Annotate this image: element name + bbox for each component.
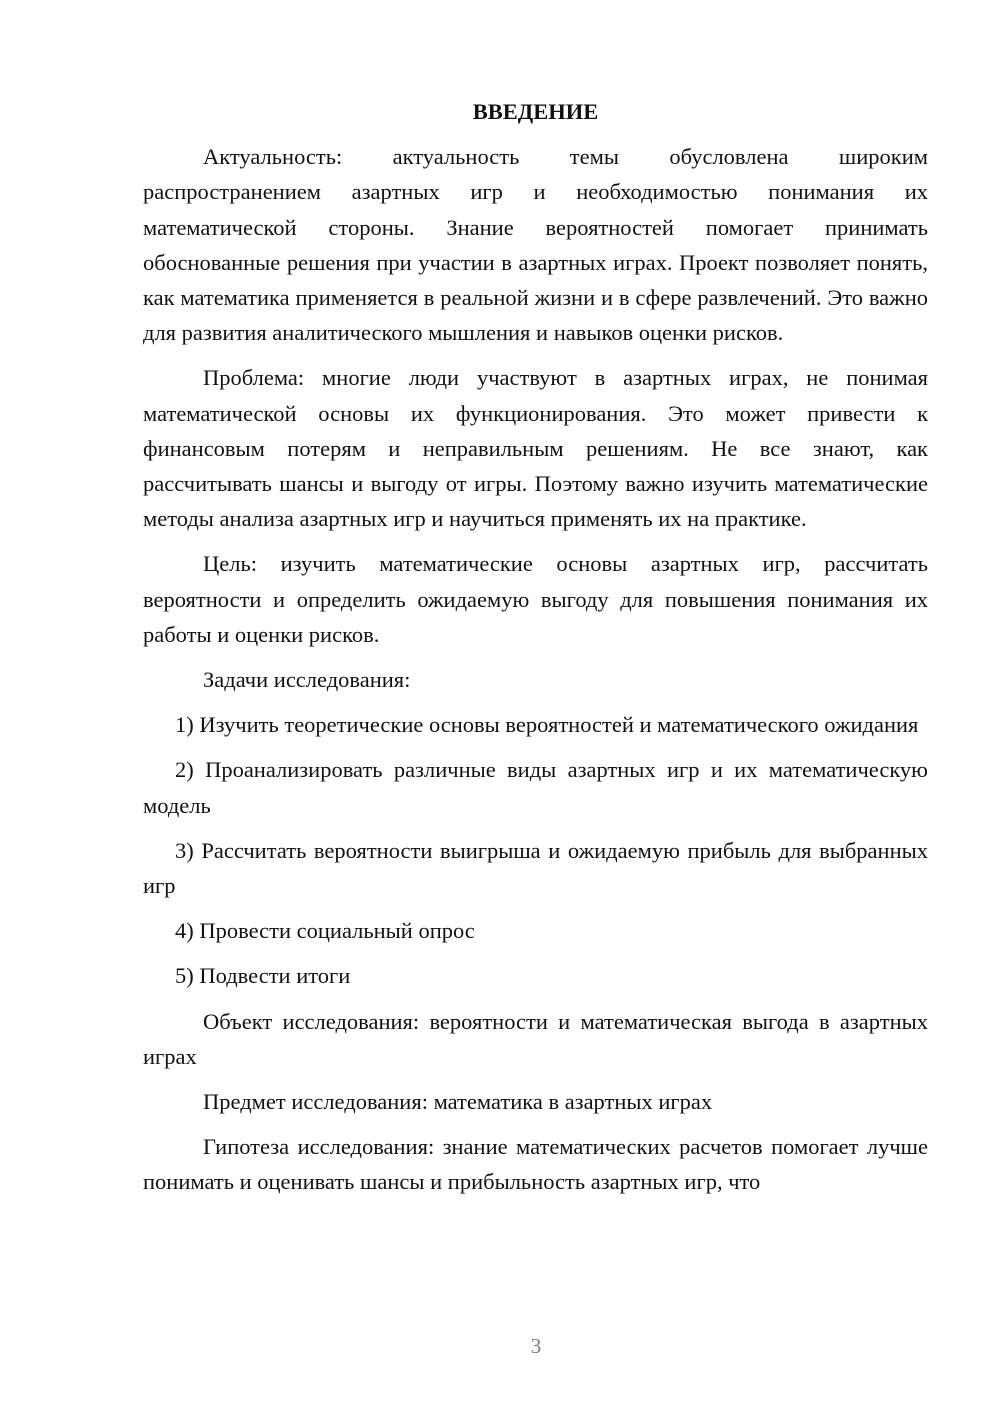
hypothesis-paragraph: Гипотеза исследования: знание математических расчетов помогает лучше понимать и оценивать шансы и прибыльность азартных игр, что [143, 1134, 928, 1195]
problem-paragraph: Проблема: многие люди участвуют в азартных играх, не понимая математической основы их функционирования. Это может привести к финансовым потерям и неправильным решениям. Не все знают, как рассчитывать шансы и выгоду от игры. Поэтому важно изучить математические методы анализа азартных игр и научиться применять их на практике. [143, 365, 928, 532]
task-item: 1) Изучить теоретические основы вероятностей и математического ожидания [175, 712, 919, 738]
task-item: 4) Провести социальный опрос [175, 918, 475, 944]
task-item: 5) Подвести итоги [175, 963, 351, 989]
task-item: 2) Проанализировать различные виды азартных игр и их математическую модель [143, 757, 928, 818]
section-title: ВВЕДЕНИЕ [472, 99, 599, 124]
task-item: 3) Рассчитать вероятности выигрыша и ожидаемую прибыль для выбранных игр [143, 837, 928, 899]
subject-paragraph: Предмет исследования: математика в азартных играх [203, 1089, 713, 1115]
page-number: 3 [530, 1334, 542, 1358]
tasks-heading: Задачи исследования: [203, 667, 411, 693]
page-content [143, 94, 928, 1210]
goal-paragraph: Цель: изучить математические основы азартных игр, рассчитать вероятности и определить ожидаемую выгоду для повышения понимания их работы и оценки рисков. [143, 551, 928, 647]
object-paragraph: Объект исследования: вероятности и математическая выгода в азартных играх [143, 1008, 928, 1069]
relevance-paragraph: Актуальность: актуальность темы обусловлена широким распространением азартных игр и необходимостью понимания их математической стороны. Знание вероятностей помогает принимать обоснованные решения при участии в азартных играх. Проект позволяет понять, как математика применяется в реальной жизни и в сфере развлечений. Это важно для развития аналитического мышления и навыков оценки рисков. [143, 144, 928, 346]
